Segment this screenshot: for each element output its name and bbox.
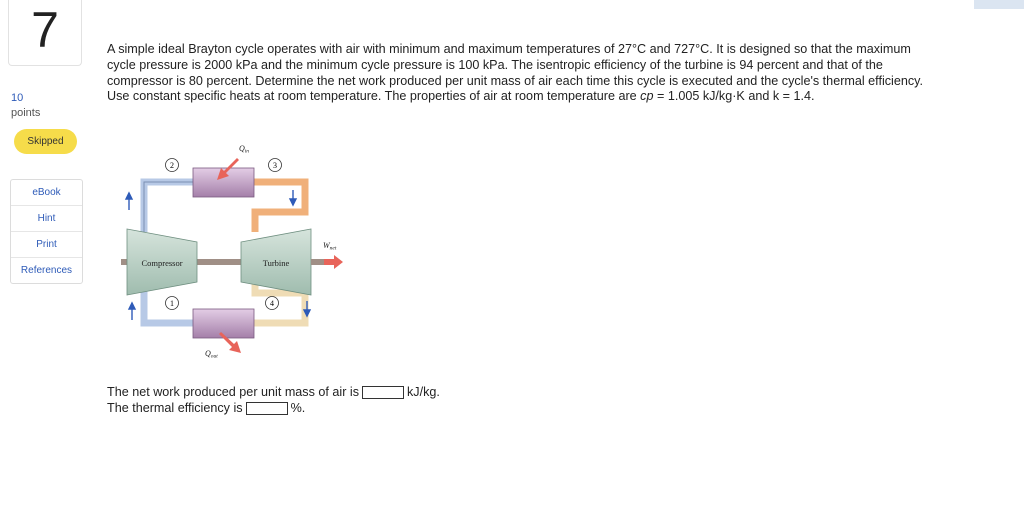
references-link[interactable]: References bbox=[11, 257, 82, 283]
question-number-box bbox=[8, 0, 82, 66]
flow-arrow-up-icon bbox=[126, 193, 132, 210]
net-work-answer-line bbox=[107, 384, 440, 400]
q-in-label: Qin bbox=[239, 144, 250, 155]
flow-arrow-down-icon bbox=[290, 190, 296, 205]
answer-section bbox=[107, 384, 440, 416]
net-work-prefix: The net work produced per unit mass of air is bbox=[107, 385, 359, 399]
q-out-label: Qout bbox=[205, 349, 218, 360]
w-net-label: Wnet bbox=[323, 241, 337, 252]
flow-arrow-up-icon bbox=[129, 303, 135, 320]
hint-link[interactable]: Hint bbox=[11, 205, 82, 231]
print-link[interactable]: Print bbox=[11, 231, 82, 257]
pipe-state-2 bbox=[144, 182, 193, 232]
efficiency-input[interactable] bbox=[246, 402, 288, 415]
status-badge: Skipped bbox=[14, 129, 77, 154]
brayton-cycle-diagram bbox=[121, 138, 351, 364]
points-value: 10 bbox=[11, 92, 24, 104]
net-work-unit: kJ/kg. bbox=[407, 385, 440, 399]
question-text-tail: = 1.005 kJ/kg·K and k = 1.4. bbox=[653, 89, 815, 104]
efficiency-prefix: The thermal efficiency is bbox=[107, 401, 243, 415]
svg-text:2: 2 bbox=[170, 161, 174, 170]
compressor-label: Compressor bbox=[141, 258, 183, 268]
heat-exchanger-bottom bbox=[193, 309, 254, 338]
efficiency-answer-line bbox=[107, 400, 440, 416]
question-text bbox=[107, 42, 937, 105]
turbine-label: Turbine bbox=[262, 258, 290, 268]
points-label: points bbox=[11, 107, 41, 119]
pipe-state-3 bbox=[254, 182, 305, 232]
efficiency-unit: %. bbox=[290, 401, 306, 415]
svg-text:4: 4 bbox=[270, 299, 274, 308]
question-tools bbox=[10, 179, 83, 284]
svg-text:1: 1 bbox=[170, 299, 174, 308]
question-number: 7 bbox=[31, 1, 59, 58]
net-work-input[interactable] bbox=[362, 386, 404, 399]
svg-text:3: 3 bbox=[273, 161, 277, 170]
question-text-main: A simple ideal Brayton cycle operates with air with minimum and maximum temperatures of 27°C and 727°C. It is designed so that the maximum cycle pressure is 2000 kPa and the minimum cycle pressure is 100 kPa. The isentropic efficiency of the turbine is 94 percent and that of the compressor is 80 percent. Determine the net work produced per unit mass of air each time this cycle is executed and the cycle's thermal efficiency. Use constant specific heats at room temperature. The properties of air at room temperature are bbox=[107, 42, 924, 104]
top-right-accent bbox=[974, 0, 1024, 9]
cp-symbol: cp bbox=[640, 89, 654, 104]
ebook-link[interactable]: eBook bbox=[32, 187, 61, 198]
work-out-arrow-icon bbox=[324, 255, 343, 269]
